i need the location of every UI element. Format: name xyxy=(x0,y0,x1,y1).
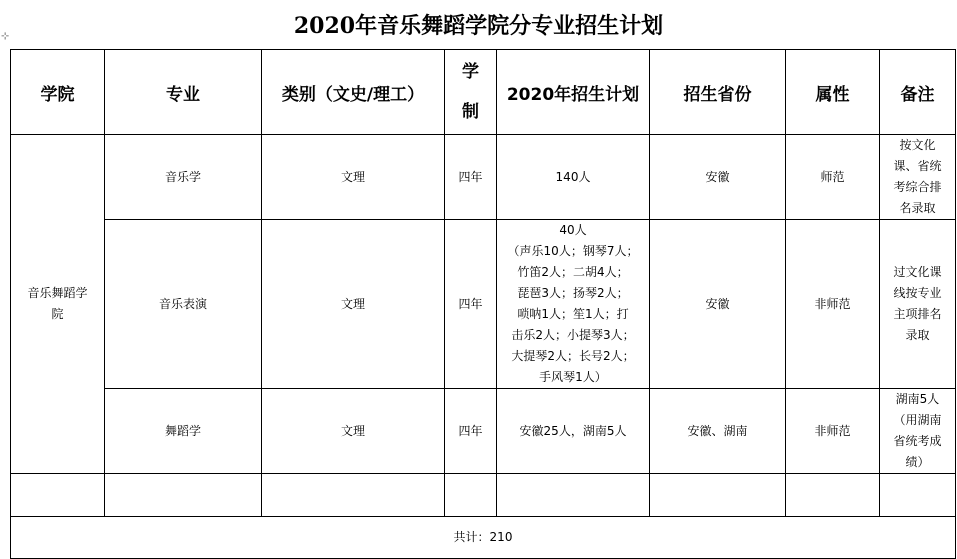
province-cell: 安徽 xyxy=(650,135,786,220)
plan-cell xyxy=(497,389,650,474)
table-row xyxy=(11,389,956,474)
total-row xyxy=(11,517,956,559)
header-years xyxy=(445,50,497,135)
empty-cell xyxy=(786,474,880,517)
note-line: 课、省统 xyxy=(893,159,942,173)
major-cell: 音乐学 xyxy=(105,135,262,220)
note-line: 名录取 xyxy=(899,201,936,215)
plan-line: 大提琴2人；长号2人； xyxy=(511,349,635,363)
page-title: 2020年音乐舞蹈学院分专业招生计划 xyxy=(293,13,664,39)
plan-line: 唢呐1人；笙1人；打 xyxy=(517,307,629,321)
note-line: （用湖南 xyxy=(893,413,942,427)
note-cell xyxy=(880,220,956,389)
empty-cell xyxy=(497,474,650,517)
major-cell: 音乐表演 xyxy=(105,220,262,389)
header-college: 学院 xyxy=(11,50,105,135)
header-plan: 2020年招生计划 xyxy=(497,50,650,135)
header-attribute: 属性 xyxy=(786,50,880,135)
empty-cell xyxy=(445,474,497,517)
college-name: 音乐舞蹈学院 xyxy=(27,286,88,321)
note-line: 湖南5人 xyxy=(895,392,940,406)
major-cell: 舞蹈学 xyxy=(105,389,262,474)
header-category: 类别（文史/理工） xyxy=(262,50,445,135)
table-row xyxy=(11,220,956,389)
note-line: 线按专业 xyxy=(893,286,942,300)
header-years-top: 学 xyxy=(462,62,479,82)
enrollment-plan-table xyxy=(10,49,956,559)
plan-line: 手风琴1人） xyxy=(539,370,607,384)
note-line: 省统考成 xyxy=(893,434,942,448)
attribute-cell: 师范 xyxy=(786,135,880,220)
plan-line: 击乐2人；小提琴3人； xyxy=(511,328,635,342)
province-cell: 安徽 xyxy=(650,220,786,389)
empty-cell xyxy=(262,474,445,517)
note-line: 按文化 xyxy=(899,138,936,152)
plan-line: 竹笛2人；二胡4人； xyxy=(517,265,629,279)
empty-cell xyxy=(105,474,262,517)
note-cell xyxy=(880,135,956,220)
category-cell: 文理 xyxy=(262,389,445,474)
note-line: 主项排名 xyxy=(893,307,942,321)
table-row xyxy=(11,135,956,220)
note-line: 绩） xyxy=(905,455,930,469)
header-years-bottom: 制 xyxy=(462,102,479,122)
category-cell: 文理 xyxy=(262,220,445,389)
total-cell: 共计：210 xyxy=(11,517,956,559)
province-cell: 安徽、湖南 xyxy=(650,389,786,474)
years-cell: 四年 xyxy=(445,135,497,220)
category-cell: 文理 xyxy=(262,135,445,220)
plan-line: 140人 xyxy=(555,169,591,184)
empty-cell xyxy=(880,474,956,517)
header-province: 招生省份 xyxy=(650,50,786,135)
header-major: 专业 xyxy=(105,50,262,135)
table-header-row xyxy=(11,50,956,135)
note-cell xyxy=(880,389,956,474)
plan-line: 40人 xyxy=(559,223,587,237)
college-cell xyxy=(11,135,105,474)
note-line: 考综合排 xyxy=(893,180,942,194)
plan-cell xyxy=(497,135,650,220)
plan-cell xyxy=(497,220,650,389)
attribute-cell: 非师范 xyxy=(786,389,880,474)
years-cell: 四年 xyxy=(445,220,497,389)
plan-line: 琵琶3人；扬琴2人； xyxy=(517,286,629,300)
move-handle-icon[interactable]: ⊹ xyxy=(1,31,10,42)
years-cell: 四年 xyxy=(445,389,497,474)
empty-cell xyxy=(11,474,105,517)
header-note: 备注 xyxy=(880,50,956,135)
empty-cell xyxy=(650,474,786,517)
empty-row xyxy=(11,474,956,517)
note-line: 过文化课 xyxy=(893,265,942,279)
note-line: 录取 xyxy=(905,328,930,342)
attribute-cell: 非师范 xyxy=(786,220,880,389)
plan-line: （声乐10人；钢琴7人； xyxy=(507,244,639,258)
plan-line: 安徽25人，湖南5人 xyxy=(519,423,627,438)
